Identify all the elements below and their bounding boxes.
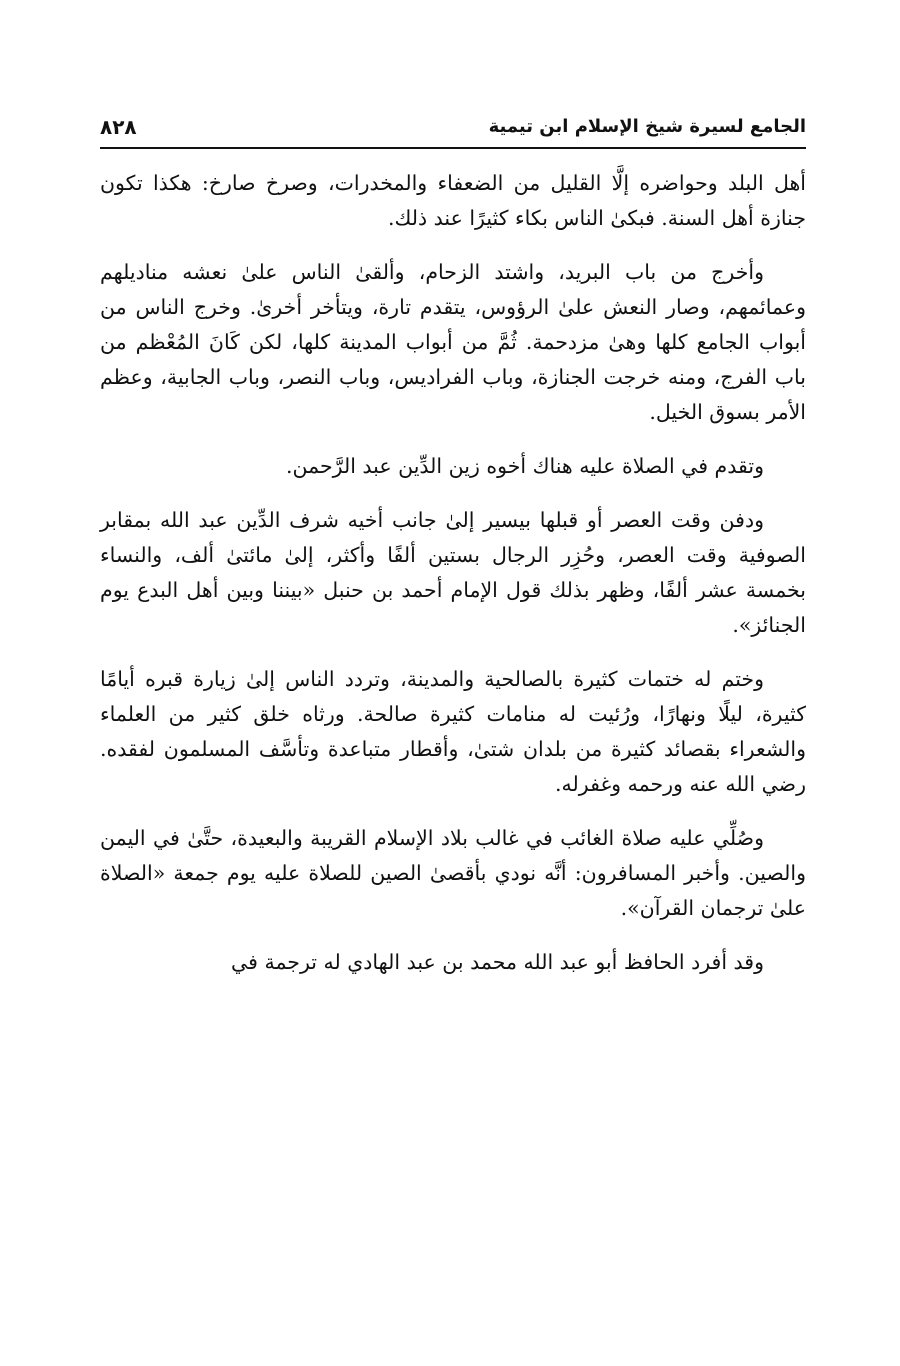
paragraph-2: وأخرج من باب البريد، واشتد الزحام، وألقىٰ الناس علىٰ نعشه مناديلهم وعمائمهم، وصار النعش علىٰ الرؤوس، يتقدم تارة، ويتأخر أخرىٰ. وخرج الناس من أبواب الجامع كلها وهىٰ مزدحمة. ثُمَّ من أبواب المدينة كلها، لكن كَانَ المُعْظم من باب الفرج، ومنه خرجت الجنازة، وباب الفراديس، وباب النصر، وباب الجابية، وعظم الأمر بسوق الخيل. bbox=[100, 260, 806, 424]
paragraph-7: وقد أفرد الحافظ أبو عبد الله محمد بن عبد الهادي له ترجمة في bbox=[231, 950, 764, 974]
running-title: الجامع لسيرة شيخ الإسلام ابن تيمية bbox=[488, 116, 806, 137]
page-header bbox=[100, 112, 806, 148]
paragraph-3: وتقدم في الصلاة عليه هناك أخوه زين الدِّين عبد الرَّحمن. bbox=[286, 454, 764, 478]
paragraph-6: وصُلِّي عليه صلاة الغائب في غالب بلاد الإسلام القريبة والبعيدة، حتَّىٰ في اليمن والصين. وأخبر المسافرون: أنَّه نودي بأقصىٰ الصين للصلاة عليه يوم جمعة «الصلاة علىٰ ترجمان القرآن». bbox=[100, 826, 806, 920]
header-divider bbox=[100, 147, 806, 149]
paragraph-1: أهل البلد وحواضره إلَّا القليل من الضعفاء والمخدرات، وصرخ صارخ: هكذا تكون جنازة أهل السنة. فبكىٰ الناس بكاء كثيرًا عند ذلك. bbox=[100, 171, 806, 230]
body-text bbox=[100, 166, 806, 980]
paragraph-4: ودفن وقت العصر أو قبلها بيسير إلىٰ جانب أخيه شرف الدِّين عبد الله بمقابر الصوفية وقت العصر، وحُزِر الرجال بستين ألفًا وأكثر، إلىٰ مائتىٰ ألف، والنساء بخمسة عشر ألفًا، وظهر بذلك قول الإمام أحمد بن حنبل «بيننا وبين أهل البدع يوم الجنائز». bbox=[100, 508, 806, 637]
page-number: ٨٢٨ bbox=[100, 115, 137, 139]
paragraph-5: وختم له ختمات كثيرة بالصالحية والمدينة، وتردد الناس إلىٰ زيارة قبره أيامًا كثيرة، ليلًا ونهارًا، ورُئيت له منامات كثيرة صالحة. ورثاه خلق كثير من العلماء والشعراء بقصائد كثيرة من بلدان شتىٰ، وأقطار متباعدة وتأسَّف المسلمون لفقده. رضي الله عنه ورحمه وغفرله. bbox=[100, 667, 806, 796]
